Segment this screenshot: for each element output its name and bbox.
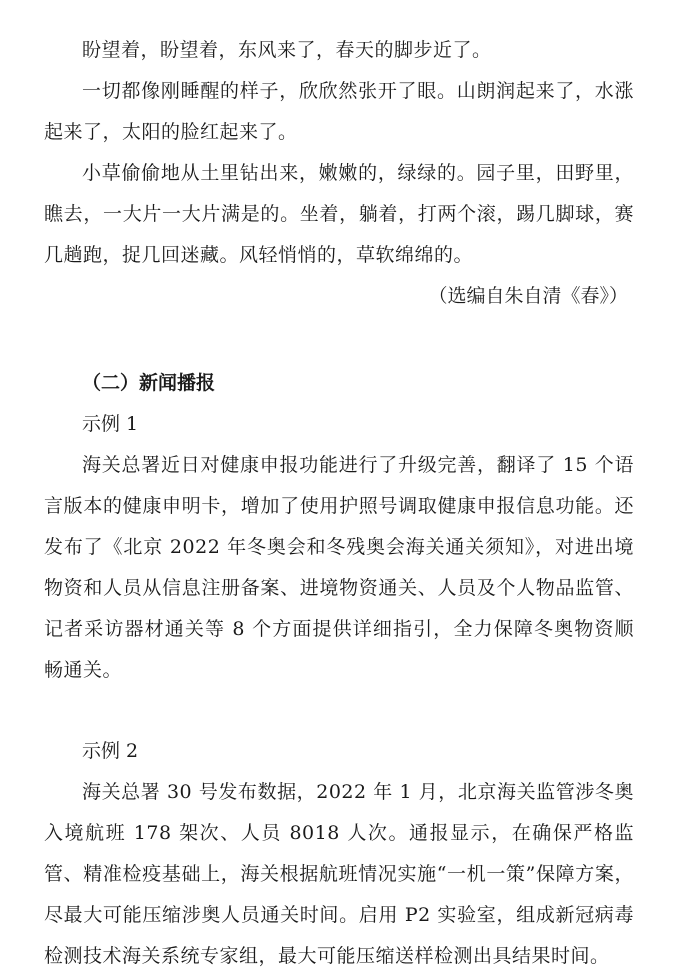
example-2-label: 示例 2 (82, 740, 139, 762)
section-title-news: （二）新闻播报 (82, 372, 216, 394)
poem-paragraph-1: 盼望着，盼望着，东风来了，春天的脚步近了。 (82, 39, 492, 61)
spacer (44, 691, 634, 731)
poem-paragraph-3: 小草偷偷地从土里钻出来，嫩嫩的，绿绿的。园子里，田野里，瞧去，一大片一大片满是的。坐着，躺着，打两个滚，踢几脚球，赛几趟跑，捉几回迷藏。风轻悄悄的，草软绵绵的。 (44, 162, 634, 266)
example-1-text: 海关总署近日对健康申报功能进行了升级完善，翻译了 15 个语言版本的健康申明卡，增加了使用护照号调取健康申报信息功能。还发布了《北京 2022 年冬奥会和冬残奥会海关通关须知》，对进出境物资和人员从信息注册备案、进境物资通关、人员及个人物品监管、记者采访器材通关等 8 个方面提供详细指引，全力保障冬奥物资顺畅通关。 (44, 454, 634, 681)
example-1-label: 示例 1 (82, 413, 139, 435)
poem-source: （选编自朱自清《春》） (428, 285, 628, 307)
example-2-text: 海关总署 30 号发布数据，2022 年 1 月，北京海关监管涉冬奥入境航班 178 架次、人员 8018 人次。通报显示，在确保严格监管、精准检疫基础上，海关根据航班情况实施“一机一策”保障方案，尽最大可能压缩涉奥人员通关时间。启用 P2 实验室，组成新冠病毒检测技术海关系统专家组，最大可能压缩送样检测出具结果时间。 (44, 781, 634, 967)
poem-paragraph-2: 一切都像刚睡醒的样子，欣欣然张开了眼。山朗润起来了，水涨起来了，太阳的脸红起来了。 (44, 80, 634, 143)
